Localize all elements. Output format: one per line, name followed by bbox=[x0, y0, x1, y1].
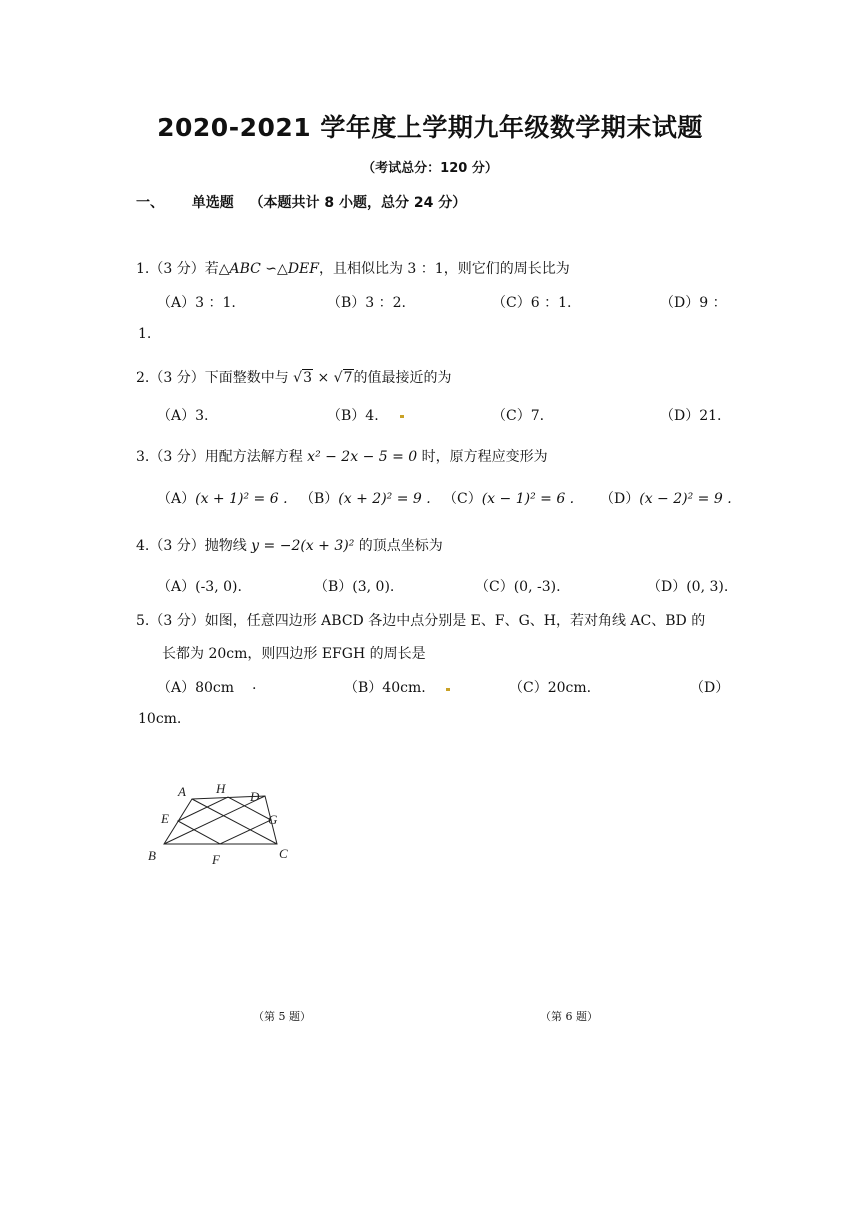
q2-stem-part: 2.（3 分）下面整数中与 bbox=[136, 370, 289, 386]
q3-a-label: （A） bbox=[157, 491, 196, 507]
q3-option-b bbox=[300, 488, 431, 508]
q1-option-d-wrap: 1. bbox=[138, 326, 152, 342]
question-2-stem bbox=[136, 367, 452, 387]
label-a: A bbox=[178, 784, 186, 799]
yellow-mark bbox=[446, 688, 450, 691]
label-d: D bbox=[250, 789, 260, 804]
section-name: 单选题 bbox=[191, 195, 234, 211]
label-e: E bbox=[161, 811, 169, 826]
question-4-stem bbox=[136, 535, 443, 555]
q3-d-expr: (x − 2)² = 9 . bbox=[639, 491, 732, 507]
q3-equation: x² − 2x − 5 = 0 bbox=[307, 449, 418, 465]
q3-d-label: （D） bbox=[600, 491, 640, 507]
sqrt-7-radicand: 7 bbox=[343, 370, 353, 386]
q4-stem-part: 4.（3 分）抛物线 bbox=[136, 538, 247, 554]
question-1-stem bbox=[136, 258, 570, 278]
quad-efgh bbox=[178, 797, 271, 844]
q4-equation: y = −2(x + 3)² bbox=[251, 538, 355, 554]
sqrt-7: √7 bbox=[333, 370, 353, 386]
q4-option-b: （B）(3, 0). bbox=[314, 579, 395, 595]
q2-option-a: （A）3. bbox=[157, 408, 209, 424]
sqrt-3-radicand: 3 bbox=[303, 370, 313, 386]
label-h: H bbox=[216, 781, 226, 796]
times-symbol: × bbox=[317, 370, 330, 386]
q2-option-b: （B）4. bbox=[327, 408, 379, 424]
q5-option-d: （D） bbox=[690, 680, 730, 696]
q1-stem-part: 1.（3 分）若△ bbox=[136, 261, 230, 277]
section-number: 一、 bbox=[136, 195, 164, 211]
question-5-line2: 长都为 20cm，则四边形 EFGH 的周长是 bbox=[162, 646, 426, 662]
sqrt-3: √3 bbox=[293, 370, 313, 386]
question-5-line1: 5.（3 分）如图，任意四边形 ABCD 各边中点分别是 E、F、G、H，若对角线 AC、BD 的 bbox=[136, 613, 706, 629]
q3-c-expr: (x − 1)² = 6 . bbox=[481, 491, 575, 507]
figure-caption-q6: （第 6 题） bbox=[540, 1010, 598, 1023]
q1-stem-part: ，且相似比为 3 ：1，则它们的周长比为 bbox=[318, 261, 570, 277]
figure-caption-q5: （第 5 题） bbox=[253, 1010, 311, 1023]
q3-stem-part: 时，原方程应变形为 bbox=[421, 449, 548, 465]
q5-option-c: （C）20cm. bbox=[509, 680, 592, 696]
q5-option-a-dot: . bbox=[252, 677, 257, 693]
q1-triangle-def: DEF bbox=[287, 261, 319, 277]
q1-similar-symbol: ∽△ bbox=[260, 261, 288, 277]
q3-stem-part: 3.（3 分）用配方法解方程 bbox=[136, 449, 303, 465]
q4-option-d: （D）(0, 3). bbox=[647, 579, 729, 595]
section-note: （本题共计 8 小题，总分 24 分） bbox=[249, 195, 467, 211]
q4-stem-part: 的顶点坐标为 bbox=[358, 538, 443, 554]
q2-stem-part: 的值最接近的为 bbox=[353, 370, 452, 386]
yellow-mark bbox=[400, 415, 404, 418]
total-score: （考试总分：120 分） bbox=[362, 161, 498, 176]
q5-option-b: （B）40cm. bbox=[344, 680, 426, 696]
q3-b-label: （B） bbox=[300, 491, 339, 507]
label-g: G bbox=[268, 812, 278, 827]
q1-option-c: （C）6 ：1. bbox=[492, 295, 572, 311]
q1-option-b: （B）3 ：2. bbox=[327, 295, 407, 311]
q4-option-c: （C）(0, -3). bbox=[475, 579, 561, 595]
q5-option-a: （A）80cm bbox=[157, 680, 235, 696]
q4-option-a: （A）(-3, 0). bbox=[157, 579, 242, 595]
section-heading bbox=[136, 192, 466, 212]
q3-c-label: （C） bbox=[443, 491, 482, 507]
question-3-stem bbox=[136, 446, 548, 466]
q3-b-expr: (x + 2)² = 9 . bbox=[338, 491, 431, 507]
q1-triangle-abc: ABC bbox=[229, 261, 261, 277]
label-c: C bbox=[279, 846, 288, 861]
q2-option-d: （D）21. bbox=[660, 408, 722, 424]
q1-option-d: （D）9 ： bbox=[660, 295, 727, 311]
label-b: B bbox=[148, 848, 156, 863]
q3-option-c bbox=[443, 488, 574, 508]
q1-option-a: （A）3 ：1. bbox=[157, 295, 236, 311]
page-title: 2020-2021 学年度上学期九年级数学期末试题 bbox=[157, 113, 703, 142]
label-f: F bbox=[212, 852, 220, 867]
q3-option-d bbox=[600, 488, 732, 508]
q5-option-d-wrap: 10cm. bbox=[138, 711, 182, 727]
q3-option-a bbox=[157, 488, 288, 508]
q2-option-c: （C）7. bbox=[492, 408, 545, 424]
quadrilateral-figure bbox=[140, 775, 310, 870]
q3-a-expr: (x + 1)² = 6 . bbox=[195, 491, 288, 507]
